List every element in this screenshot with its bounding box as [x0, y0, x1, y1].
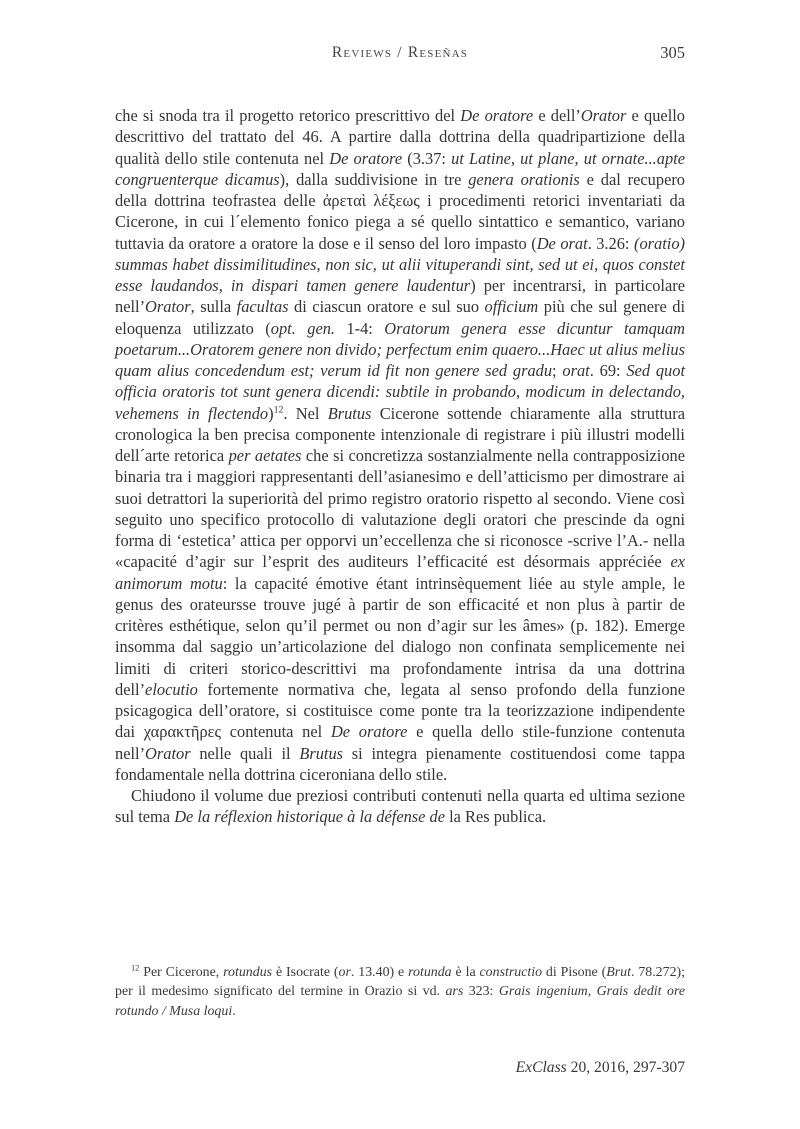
text-run: elocutio: [145, 679, 198, 699]
text-run: Oratorum genera esse dicuntur tamquam poetarum...Oratorem genere non divido; perfectum enim quaero...Haec ut alius melius quam alius concedendum est; verum id fit non genere sed gradu: [115, 318, 685, 380]
text-run: . 69:: [589, 361, 627, 380]
text-run: Grais ingenium, Grais dedit ore rotundo / Musa loqui: [115, 984, 685, 1019]
footnote-marker: 12: [131, 963, 140, 973]
text-run: ExClass: [515, 1059, 567, 1076]
paragraph: [115, 1059, 685, 1077]
text-run: ) per incentrarsi, in particolare nell’: [115, 276, 685, 317]
text-run: genera orationis: [468, 169, 580, 189]
text-run: De orat: [536, 233, 588, 253]
paragraph: [115, 785, 685, 828]
text-run: .: [232, 1003, 236, 1019]
text-run: Orator: [145, 743, 191, 763]
text-run: ut Latine, ut plane, ut ornate...apte congruenterque dicamus: [115, 148, 685, 189]
review-body-text: [115, 105, 685, 828]
footnote: [115, 963, 685, 1021]
text-run: . 13.40) e: [350, 965, 409, 980]
text-run: . Nel: [283, 403, 328, 423]
text-run: e quella dello stile-funzione contenuta nell’: [115, 722, 685, 763]
text-run: , sulla: [190, 297, 237, 317]
footnote-marker: 12: [273, 404, 284, 416]
text-run: ;: [552, 361, 563, 380]
text-run: Sed quot officia oratoris tot sunt genera dicendi: subtile in probando, modicum in delectando, vehemens in flectendo: [115, 361, 685, 423]
text-run: officium: [484, 297, 539, 317]
text-run: De oratore: [460, 106, 534, 125]
text-run: Cicerone sottende chiaramente alla struttura cronologica la ben precisa componente intenzionale di registrare i più illustri modelli dell´arte retorica: [115, 403, 685, 465]
text-run: 20, 2016, 297-307: [566, 1059, 685, 1076]
text-run: (oratio) summas habet dissimilitudines, non sic, ut alii vituperandi sint, sed ut ei, quos constet esse laudandos, in dispari tamen genere laudentur: [115, 233, 685, 295]
journal-running-head: Reviews / Reseñas: [331, 44, 469, 61]
text-run: (3.37:: [402, 148, 452, 168]
text-run: Brutus: [299, 743, 344, 763]
text-run: ex animorum motu: [115, 552, 685, 593]
text-run: De oratore: [329, 148, 403, 168]
text-run: 1-4:: [335, 318, 385, 338]
text-run: De oratore: [330, 722, 408, 742]
text-run: più che sul genere di eloquenza utilizzato (: [115, 297, 686, 338]
text-run: . 3.26:: [587, 233, 634, 253]
text-run: fortemente normativa che, legata al senso profondo della funzione psicagogica dell’oratore, si costituisce come ponte tra la teorizzazione indipendente dai χαρακτῆρες contenuta nel: [115, 679, 685, 742]
text-run: orat: [562, 361, 590, 380]
text-run: di Pisone (: [542, 965, 607, 980]
text-run: Orator: [145, 297, 191, 317]
text-run: nelle quali il: [190, 743, 300, 763]
text-run: e dal recupero della dottrina teofrastea delle ἀρεταὶ λέξεως i procedimenti retorici inventariati da Cicerone, in cui l´elemento fonico piega a sé quello sintattico e semantico, variano tuttavia da oratore a oratore la dose e il senso del loro impasto (: [115, 169, 685, 253]
text-run: rotundus: [223, 965, 273, 980]
text-run: è la: [451, 965, 480, 980]
paragraph: [115, 105, 685, 785]
text-run: or: [338, 965, 351, 980]
text-run: Chiudono il volume due preziosi contributi contenuti nella quarta ed ultima sezione sul tema: [115, 786, 685, 827]
text-run: e quello descrittivo del trattato del 46. A partire dalla dottrina della quadripartizione della qualità dello stile contenuta nel: [115, 106, 685, 168]
text-run: per aetates: [228, 446, 302, 465]
text-run: opt. gen.: [270, 318, 336, 338]
text-run: e dell’: [533, 106, 581, 125]
text-run: De la réflexion historique à la défense de: [174, 807, 446, 827]
text-run: Orator: [580, 106, 627, 125]
text-run: ars: [445, 984, 464, 1000]
text-run: di ciascun oratore e sul suo: [288, 297, 485, 317]
text-run: che si snoda tra il progetto retorico prescrittivo del: [115, 106, 461, 125]
text-run: ), dalla suddivisione in tre: [279, 169, 469, 189]
text-run: è Isocrate (: [272, 965, 339, 980]
text-run: . 78.272); per il medesimo significato del termine in Orazio si vd.: [115, 965, 685, 1000]
text-run: ): [268, 403, 274, 423]
text-run: Brut: [606, 965, 631, 980]
journal-citation-footer: [115, 1059, 685, 1077]
text-run: che si concretizza sostanzialmente nella contrapposizione binaria tra i maggiori rappresentanti dell’asianesimo e dell’atticismo per dimostrare ai suoi detrattori la superiorità del primo registro oratorio rispetto al secondo. Viene così seguito uno specifico protocollo di valutazione degli oratori che prescinde da ogni forma di ‘estetica’ attica per opporvi un’eccellenza che si riconosce -scrive l’A.- nella «capacité d’agir sur l’esprit des auditeurs l’efficacité est désormais appréciée: [115, 446, 686, 572]
paragraph: [115, 963, 685, 1021]
text-run: constructio: [479, 965, 543, 980]
page-number: 305: [660, 43, 685, 62]
text-run: 323:: [463, 984, 499, 1000]
text-run: Per Cicerone,: [139, 965, 224, 980]
text-run: rotunda: [408, 965, 452, 980]
text-run: : la capacité émotive étant intrinsèquement liée au style ample, le genus des orateursse trouve jugé à partir de son efficacité et non plus à partir de critères esthétique, selon qu’il permet ou non d’agir sur les âmes» (p. 182). Emerge insomma dal saggio un’articolazione del dialogo non confinata semplicemente nei limiti di criteri storico-descrittivi ma profondamente intrisa da una dottrina dell’: [115, 573, 685, 699]
text-run: la Res publica.: [445, 807, 547, 827]
text-run: facultas: [236, 297, 289, 317]
text-run: si integra pienamente costituendosi come tappa fondamentale nella dottrina ciceroniana dello stile.: [115, 743, 686, 784]
text-run: Brutus: [327, 403, 372, 423]
